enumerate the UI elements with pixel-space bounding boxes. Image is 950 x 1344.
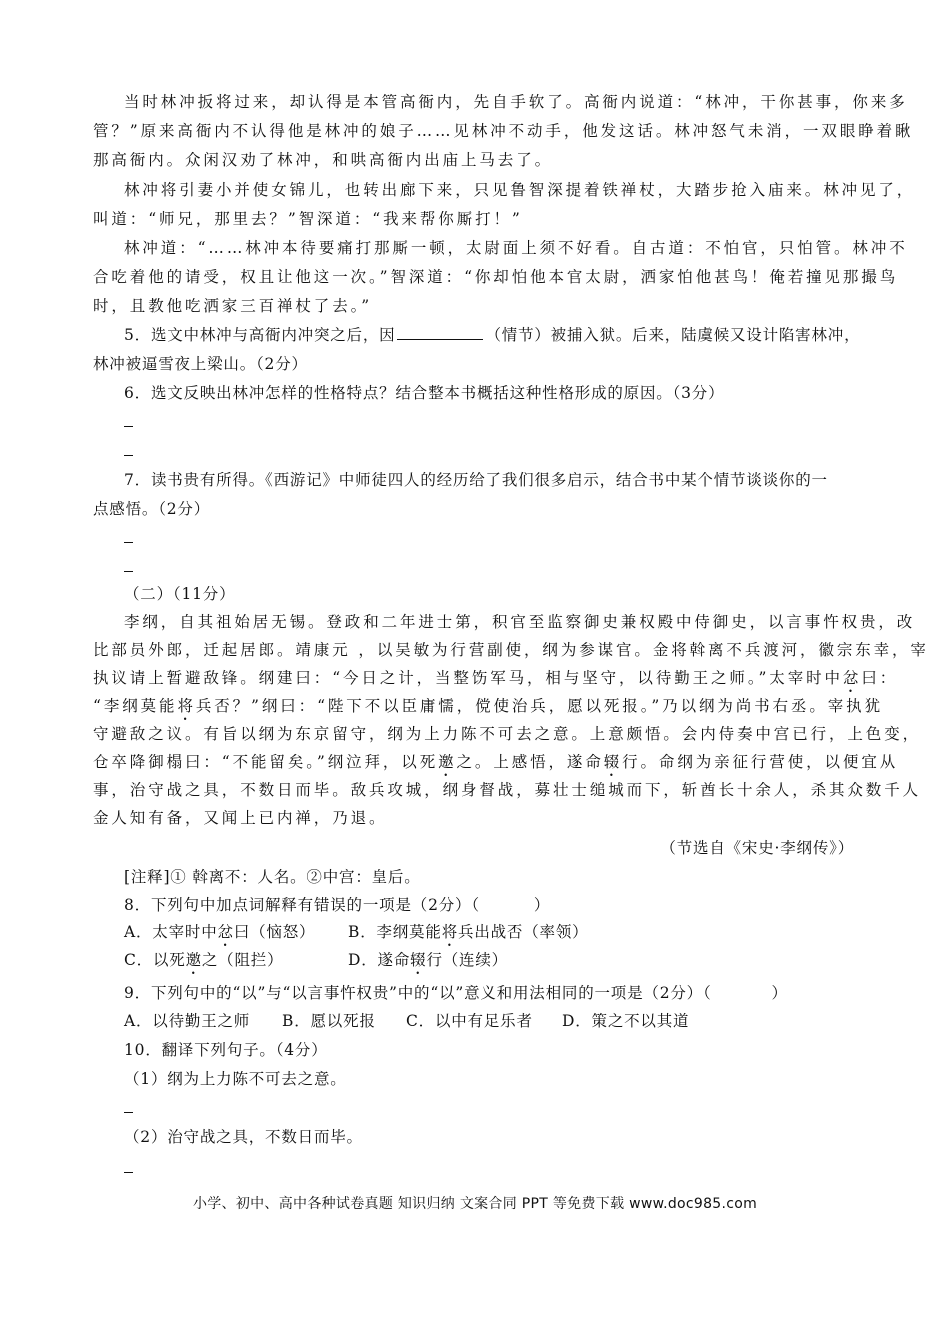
question-9: 9．下列句中的“以”与“以言事忤权贵”中的“以”意义和用法相同的一项是（2分）（ ） (124, 984, 788, 1002)
answer-line[interactable] (124, 528, 133, 548)
passage1-line: 林冲道：“……林冲本待要痛打那厮一顿，太尉面上须不好看。自古道：不怕官，只怕管。林冲不 (124, 239, 908, 257)
dotted-word: 忿 (842, 669, 862, 687)
question-8: 8．下列句中加点词解释有错误的一项是（2分）（ ） (124, 896, 551, 914)
question-5-text: 5．选文中林冲与高衙内冲突之后，因 (124, 326, 396, 344)
question-7-line2: 点感悟。（2分） (93, 500, 211, 518)
footer-text: 小学、初中、高中各种试卷真题 知识归纳 文案合同 PPT 等免费下载 www.doc985.com (192, 1196, 758, 1212)
passage2-line: 守避敌之议。有旨以纲为东京留守，纲为上力陈不可去之意。上意颇悟。会内侍奏中宫已行，上色变， (93, 725, 922, 743)
question-5-text: （情节）被捕入狱。后来，陆虞候又设计陷害林冲， (485, 326, 861, 344)
passage1-line: 管？”原来高衙内不认得他是林冲的娘子……见林冲不动手，他发这话。林冲怒气未消，一双眼睁着瞅 (93, 122, 914, 140)
question-8-options-row (124, 950, 508, 978)
question-9-options-row (124, 1011, 689, 1031)
question-8-options-row (124, 922, 588, 950)
option-a[interactable]: A．太宰时中忿曰（恼怒） (124, 923, 316, 941)
option-c[interactable]: C．以中有足乐者 (406, 1012, 533, 1030)
question-5 (124, 325, 860, 345)
question-10: 10．翻译下列句子。（4分） (124, 1041, 328, 1059)
passage2-line: 比部员外郎，迁起居郎。靖康元 ，以吴敏为行营副使，纲为参谋官。金将斡离不兵渡河，徽宗东幸，宰 (93, 641, 929, 659)
dotted-word: 邀 (438, 753, 457, 771)
annotation-note: [注释]① 斡离不：人名。②中宫：皇后。 (124, 868, 421, 886)
passage1-line: 林冲将引妻小并使女锦儿，也转出廊下来，只见鲁智深提着铁禅杖，大踏步抢入庙来。林冲见了， (124, 181, 916, 199)
option-b[interactable]: B．李纲莫能将兵出战否（率领） (348, 923, 589, 941)
answer-line[interactable] (124, 412, 133, 432)
option-b[interactable]: B．愿以死报 (282, 1012, 376, 1030)
section-heading: （二）（11分） (124, 585, 236, 603)
dotted-word: 辍 (603, 753, 623, 771)
dotted-word: 将 (177, 697, 196, 715)
answer-blank[interactable] (397, 325, 483, 340)
answer-line[interactable] (124, 557, 133, 577)
source-citation: （节选自《宋史·李纲传》） (660, 839, 854, 857)
passage1-line: 叫道：“师兄，那里去？”智深道：“我来帮你厮打！” (93, 210, 523, 228)
passage2-line: 事，治守战之具，不数日而毕。敌兵攻城，纲身督战，募壮士缒城而下，斩酋长十余人，杀其众数千人 (93, 781, 922, 799)
passage2-line: 执议请上暂避敌锋。纲建曰：“今日之计，当整饬军马，相与坚守，以待勤王之师。”太宰时中忿曰： (93, 669, 899, 687)
passage1-line: 合吃着他的请受，权且让他这一次。”智深道：“你却怕他本官太尉，洒家怕他甚鸟！俺若撞见那撮鸟 (93, 268, 899, 286)
option-d[interactable]: D．策之不以其道 (562, 1012, 690, 1030)
passage1-line: 时，且教他吃洒家三百禅杖了去。” (93, 297, 373, 315)
answer-line[interactable] (124, 1158, 133, 1178)
answer-line[interactable] (124, 441, 133, 461)
passage2-line: “李纲莫能将兵否？”纲曰：“陛下不以臣庸懦，傥使治兵，愿以死报。”乃以纲为尚书右丞。宰执犹 (93, 697, 883, 715)
question-7: 7．读书贵有所得。《西游记》中师徒四人的经历给了我们很多启示，结合书中某个情节谈谈你的一 (124, 471, 828, 489)
option-c[interactable]: C．以死邀之（阻拦） (124, 951, 284, 969)
passage2-line: 仓卒降御榻曰：“不能留矣。”纲泣拜，以死邀之。上感悟，遂命辍行。命纲为亲征行营使，以便宜从 (93, 753, 899, 771)
passage1-line: 当时林冲扳将过来，却认得是本管高衙内，先自手软了。高衙内说道：“林冲，干你甚事，你来多 (124, 93, 908, 111)
option-d[interactable]: D．遂命辍行（连续） (348, 951, 508, 969)
question-6: 6．选文反映出林冲怎样的性格特点？结合整本书概括这种性格形成的原因。（3分） (124, 384, 725, 402)
translate-sentence-2: （2）治守战之具，不数日而毕。 (124, 1128, 363, 1146)
passage1-line: 那高衙内。众闲汉劝了林冲，和哄高衙内出庙上马去了。 (93, 151, 554, 169)
answer-line[interactable] (124, 1098, 133, 1118)
option-a[interactable]: A．以待勤王之师 (124, 1012, 251, 1030)
question-5-line2: 林冲被逼雪夜上梁山。（2分） (93, 355, 308, 373)
passage2-line: 李纲，自其祖始居无锡。登政和二年进士第，积官至监察御史兼权殿中侍御史，以言事忤权贵，改 (124, 613, 916, 631)
translate-sentence-1: （1）纲为上力陈不可去之意。 (124, 1070, 347, 1088)
passage2-line: 金人知有备，又闻上已内禅，乃退。 (93, 809, 388, 827)
